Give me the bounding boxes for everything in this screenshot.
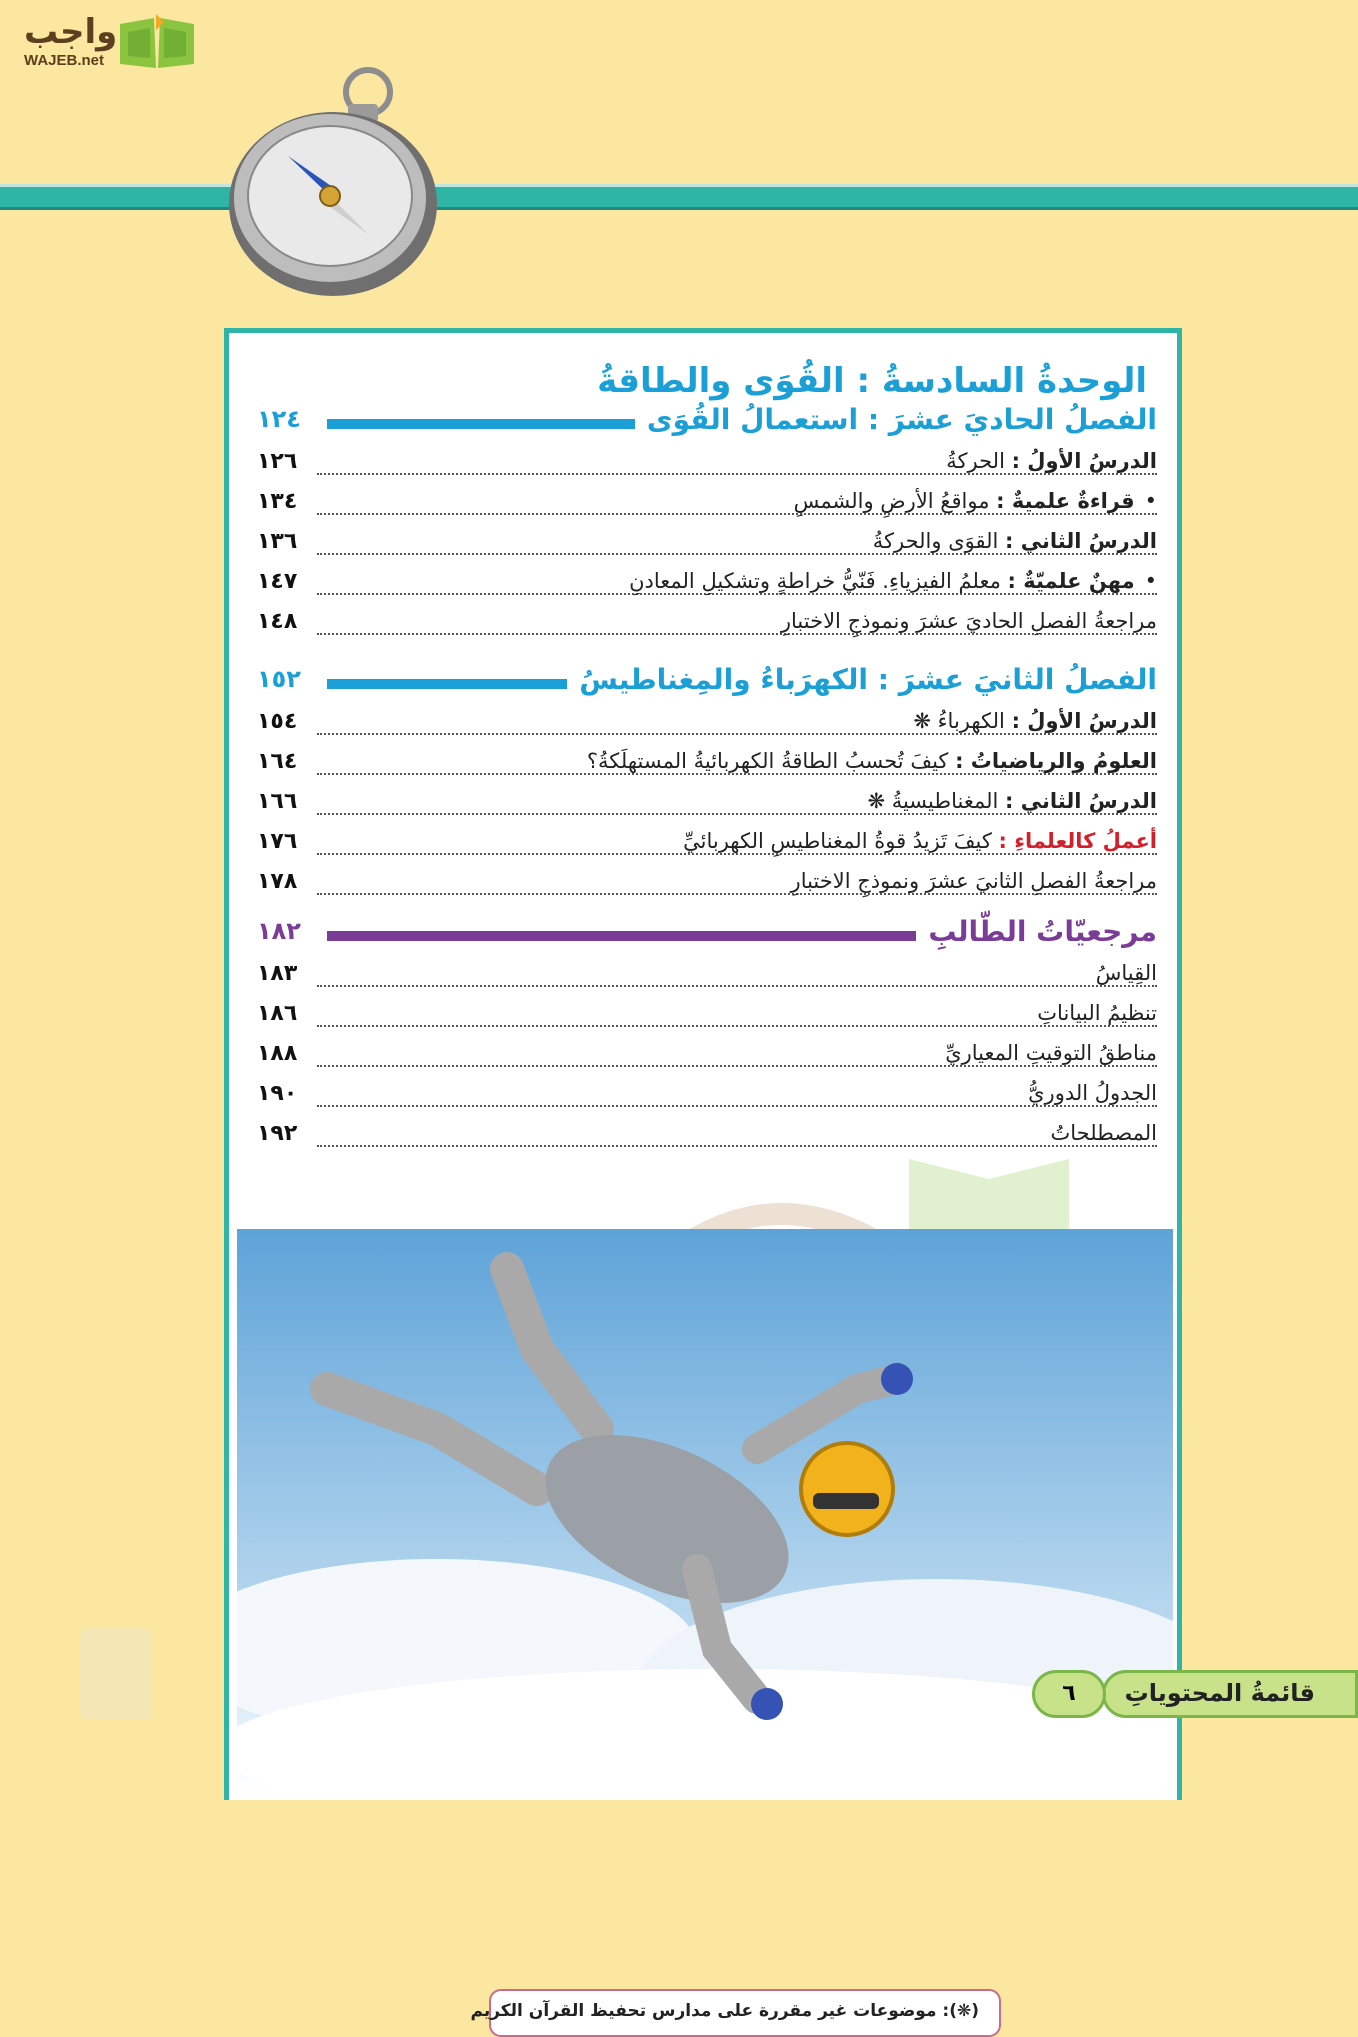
toc-page-number: ١٢٦	[257, 449, 298, 474]
toc-page-number: ١٣٤	[257, 489, 298, 514]
footer-title-tab	[1102, 1670, 1358, 1718]
toc-entry-text	[942, 449, 1157, 473]
toc-entry-title: القِياسُ	[1095, 961, 1157, 985]
dot-leader	[317, 473, 1157, 475]
toc-entry[interactable]	[257, 829, 1157, 865]
toc-entry-title: كيفَ تَزيدُ قوةُ المغناطيسِ الكهربائيِّ	[683, 829, 999, 853]
toc-entry[interactable]	[257, 869, 1157, 905]
chapter-page-number: ١٢٤	[257, 405, 301, 433]
page-number: ٦	[1062, 1681, 1076, 1706]
page-footer	[1028, 1670, 1358, 1718]
toc-entry[interactable]	[257, 961, 1157, 997]
toc-entry-text	[777, 609, 1157, 633]
toc-entry-title: القوَى والحركةُ	[872, 529, 1006, 553]
dot-leader	[317, 1145, 1157, 1147]
toc-page-number: ١٤٧	[257, 569, 298, 594]
toc-entry-label: الدرسُ الثاني :	[1005, 529, 1157, 553]
book-icon	[116, 12, 198, 72]
toc-entry-label: قراءةٌ علميةٌ :	[996, 489, 1135, 513]
toc-entry-title: الحركةُ	[946, 449, 1012, 473]
chapter-title: الفصلُ الحاديَ عشرَ : استعمالُ القُوَى	[635, 403, 1157, 436]
toc-entry-text	[679, 829, 1157, 853]
toc-entry-title: تنظيمُ البياناتِ	[1037, 1001, 1157, 1025]
toc-page-number: ١٨٦	[257, 1001, 298, 1026]
toc-entry-title: كيفَ تُحسبُ الطاقةُ الكهربائيةُ المستهلَكةُ؟	[586, 749, 956, 773]
toc-page-number: ١٧٦	[257, 829, 298, 854]
dot-leader	[317, 893, 1157, 895]
toc-page-number: ١٤٨	[257, 609, 298, 634]
chapter-heading[interactable]	[257, 663, 1157, 703]
toc-entry-text	[625, 569, 1157, 593]
dot-leader	[317, 593, 1157, 595]
toc-entry-title: معلمُ الفيزياءِ. فَنّيُّ خراطةٍ وتشكيلِ المعادنِ	[629, 569, 1008, 593]
dot-leader	[317, 985, 1157, 987]
toc-entry-text	[787, 869, 1157, 893]
dot-leader	[317, 1065, 1157, 1067]
toc-entry-title: مناطقُ التوقيتِ المعياريِّ	[945, 1041, 1157, 1065]
toc-page-number: ١٣٦	[257, 529, 298, 554]
dot-leader	[317, 773, 1157, 775]
chapter-title: الفصلُ الثانيَ عشرَ : الكهرَباءُ والمِغناطيسُ	[567, 663, 1157, 696]
contents-panel	[224, 328, 1182, 2021]
toc-entry[interactable]	[257, 449, 1157, 485]
toc-page-number: ١٥٤	[257, 709, 298, 734]
toc-entry[interactable]	[257, 709, 1157, 745]
toc-entry-text	[1092, 961, 1157, 985]
toc-page-number: ١٧٨	[257, 869, 298, 894]
side-mark	[80, 1628, 152, 1720]
chapter-page-number: ١٥٢	[257, 665, 301, 693]
toc-entry-label: الدرسُ الأولُ :	[1011, 709, 1157, 733]
dot-leader	[317, 553, 1157, 555]
toc-entry-title: الجدولُ الدوريُّ	[1028, 1081, 1157, 1105]
toc-entry-text	[1047, 1121, 1158, 1145]
toc-entry[interactable]	[257, 569, 1157, 605]
footer-title: قائمةُ المحتوياتِ	[1124, 1679, 1315, 1707]
logo-text: واجب	[24, 12, 118, 52]
footnote-text: (❋): موضوعات غير مقررة على مدارس تحفيظ القرآن الكريم	[470, 2001, 979, 2021]
toc-entry[interactable]	[257, 1081, 1157, 1117]
toc-entry-title: مراجعةُ الفصلِ الحاديَ عشرَ ونموذجِ الاختبارِ	[780, 609, 1157, 633]
chapter-title: مرجعيّاتُ الطّالبِ	[916, 915, 1157, 948]
toc-entry[interactable]	[257, 1121, 1157, 1157]
toc-entry-title: الكهرباءُ ❋	[913, 709, 1012, 733]
toc-entry-label: مهنٌ علميّةٌ :	[1007, 569, 1135, 593]
toc-entry-text	[1024, 1081, 1157, 1105]
toc-entry[interactable]	[257, 489, 1157, 525]
toc-entry[interactable]	[257, 1041, 1157, 1077]
toc-entry-text	[863, 789, 1157, 813]
dot-leader	[317, 733, 1157, 735]
dot-leader	[317, 813, 1157, 815]
toc-entry-text	[869, 529, 1157, 553]
toc-entry-label: الدرسُ الثاني :	[1005, 789, 1157, 813]
toc-entry[interactable]	[257, 529, 1157, 565]
toc-entry[interactable]	[257, 749, 1157, 785]
toc-entry-label: الدرسُ الأولُ :	[1011, 449, 1157, 473]
toc-entry-text	[941, 1041, 1157, 1065]
toc-entry-text	[583, 749, 1157, 773]
toc-entry[interactable]	[257, 789, 1157, 825]
toc-entry-title: مراجعةُ الفصلِ الثانيَ عشرَ ونموذجِ الاختبارِ	[790, 869, 1157, 893]
chapter-heading[interactable]	[257, 915, 1157, 955]
toc-page-number: ١٩٢	[257, 1121, 298, 1146]
logo-subtext: WAJEB.net	[24, 52, 105, 69]
dot-leader	[317, 513, 1157, 515]
toc-entry-label: العلومُ والرياضياتُ :	[955, 749, 1157, 773]
page-number-badge	[1032, 1670, 1106, 1718]
toc-entry[interactable]	[257, 609, 1157, 645]
unit-title: الوحدةُ السادسةُ : القُوَى والطاقةُ	[597, 361, 1147, 401]
toc-page-number: ١٦٤	[257, 749, 298, 774]
compass-icon	[218, 64, 448, 304]
chapter-heading[interactable]	[257, 403, 1157, 443]
toc-entry-label: أعملُ كالعلماءِ :	[998, 829, 1157, 853]
dot-leader	[317, 633, 1157, 635]
toc-entry-title: المغناطيسيةُ ❋	[867, 789, 1006, 813]
toc-entry-text	[790, 489, 1157, 513]
toc-page-number: ١٨٨	[257, 1041, 298, 1066]
toc-entry-text	[909, 709, 1157, 733]
toc-entry[interactable]	[257, 1001, 1157, 1037]
dot-leader	[317, 1105, 1157, 1107]
toc-page-number: ١٨٣	[257, 961, 298, 986]
toc-entry-title: مواقعُ الأرضِ والشمسِ	[793, 489, 997, 513]
dot-leader	[317, 853, 1157, 855]
wajeb-logo	[10, 6, 190, 68]
toc-entry-title: المصطلحاتُ	[1050, 1121, 1157, 1145]
toc-page-number: ١٦٦	[257, 789, 298, 814]
toc-entry-text	[1033, 1001, 1157, 1025]
chapter-page-number: ١٨٢	[257, 917, 301, 945]
footnote	[470, 1989, 1001, 2037]
dot-leader	[317, 1025, 1157, 1027]
toc-page-number: ١٩٠	[257, 1081, 298, 1106]
header-band	[0, 184, 1358, 210]
